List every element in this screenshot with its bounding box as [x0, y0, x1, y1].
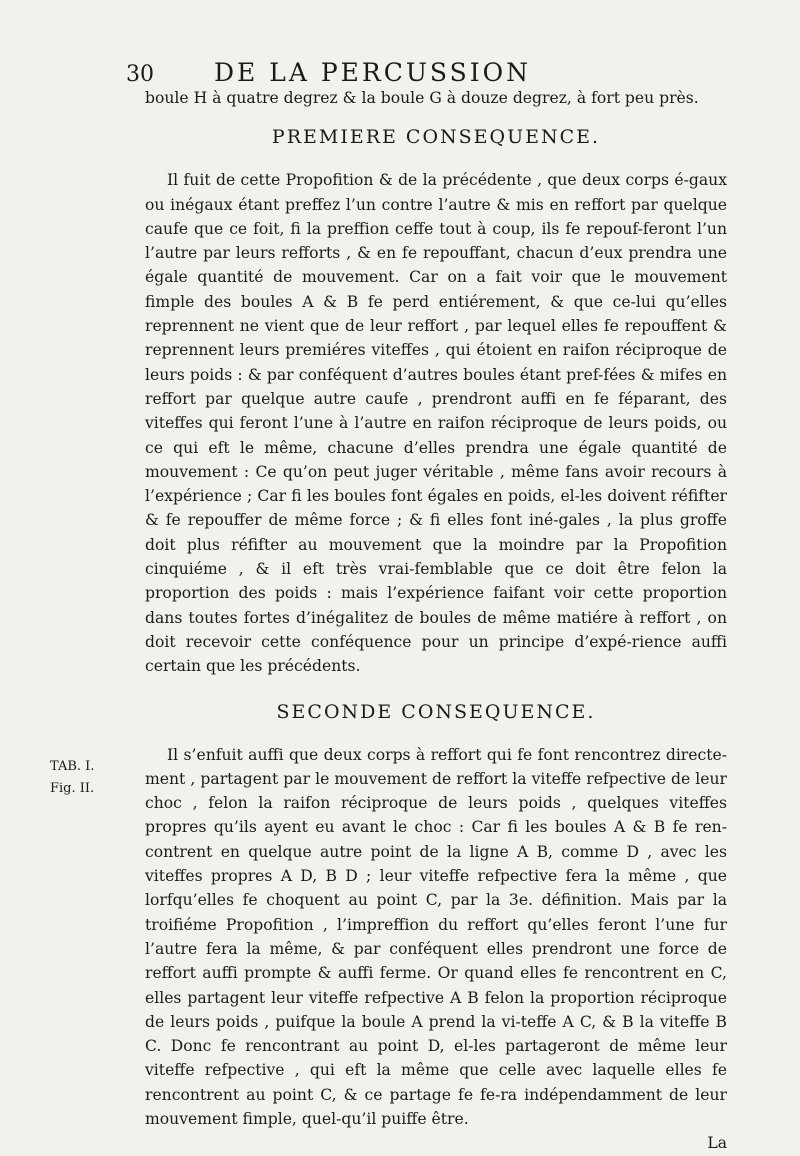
first-heading: PREMIERE CONSEQUENCE. — [271, 126, 601, 149]
second-heading: SECONDE CONSEQUENCE. — [276, 700, 596, 723]
body-text — [145, 86, 727, 1156]
margin-note-figure: Fig. II. — [50, 781, 95, 796]
margin-note-table: TAB. I. — [50, 759, 95, 774]
page-number: 30 — [126, 62, 154, 87]
second-paragraph: Il s’enfuit auffi que deux corps à reffort qui fe font rencontrez directe-ment , partagent par le mouvement de reffort la viteffe refpective de leur choc , felon la raifon réciproque de leurs poids , quelques viteffes propres qu’ils ayent eu avant le choc : Car fi les boules A & B fe ren-contrent en quelque autre point de la ligne A B, comme D , avec les viteffes propres A D, B D ; leur viteffe refpective fera la même , que lorfqu’elles fe choquent au point C, par la 3e. définition. Mais par la troifiéme Propofition , l’impreffion du reffort qu’elles feront l’une fur l’autre fera la même, & par conféquent elles prendront une force de reffort auffi prompte & auffi ferme. Or quand elles fe rencontrent en C, elles partagent leur viteffe refpective A B felon la proportion réciproque de leurs poids , puifque la boule A prend la vi-teffe A C, & B la viteffe B C. Donc fe rencontrant au point D, el-les partageront de même leur viteffe refpective , qui eft la même que celle avec laquelle elles fe rencontrent au point C, & ce partage fe fe-ra indépendamment de leur mouvement fimple, quel-qu’il puiffe être. — [145, 745, 727, 1128]
first-paragraph: Il fuit de cette Propofition & de la précédente , que deux corps é-gaux ou inégaux étant preffez l’un contre l’autre & mis en reffort par quelque caufe que ce foit, fi la preffion ceffe tout à coup, ils fe repouf-feront l’un l’autre par leurs refforts , & en fe repouffant, chacun d’eux prendra une égale quantité de mouvement. Car on a fait voir que le mouvement fimple des boules A & B fe perd entiérement, & que ce-lui qu’elles reprennent ne vient que de leur reffort , par lequel elles fe repouffent & reprennent leurs premiéres viteffes , qui étoient en raifon réciproque de leurs poids : & par conféquent d’autres boules étant pref-fées & mifes en reffort par quelque autre caufe , prendront auffi en fe féparant, des viteffes qui feront l’une à l’autre en raifon réciproque de leurs poids, ou ce qui eft le même, chacune d’elles prendra une égale quantité de mouvement : Ce qu’on peut juger véritable , même fans avoir recours à l’expérience ; Car fi les boules font égales en poids, el-les doivent réfifter & fe repouffer de même force ; & fi elles font iné-gales , la plus groffe doit plus réfifter au mouvement que la moindre par la Propofition cinquiéme , & il eft très vrai-femblable que ce doit être felon la proportion des poids : mais l’expérience faifant voir cette proportion dans toutes fortes d’inégalitez de boules de même matiére à reffort , on doit recevoir cette conféquence pour un principe d’expé-rience auffi certain que les précédents. — [145, 171, 727, 676]
catchword: La — [707, 1134, 727, 1153]
intro-line: boule H à quatre degrez & la boule G à douze degrez, à fort peu près. — [145, 89, 699, 107]
running-title: DE LA PERCUSSION — [214, 58, 531, 87]
